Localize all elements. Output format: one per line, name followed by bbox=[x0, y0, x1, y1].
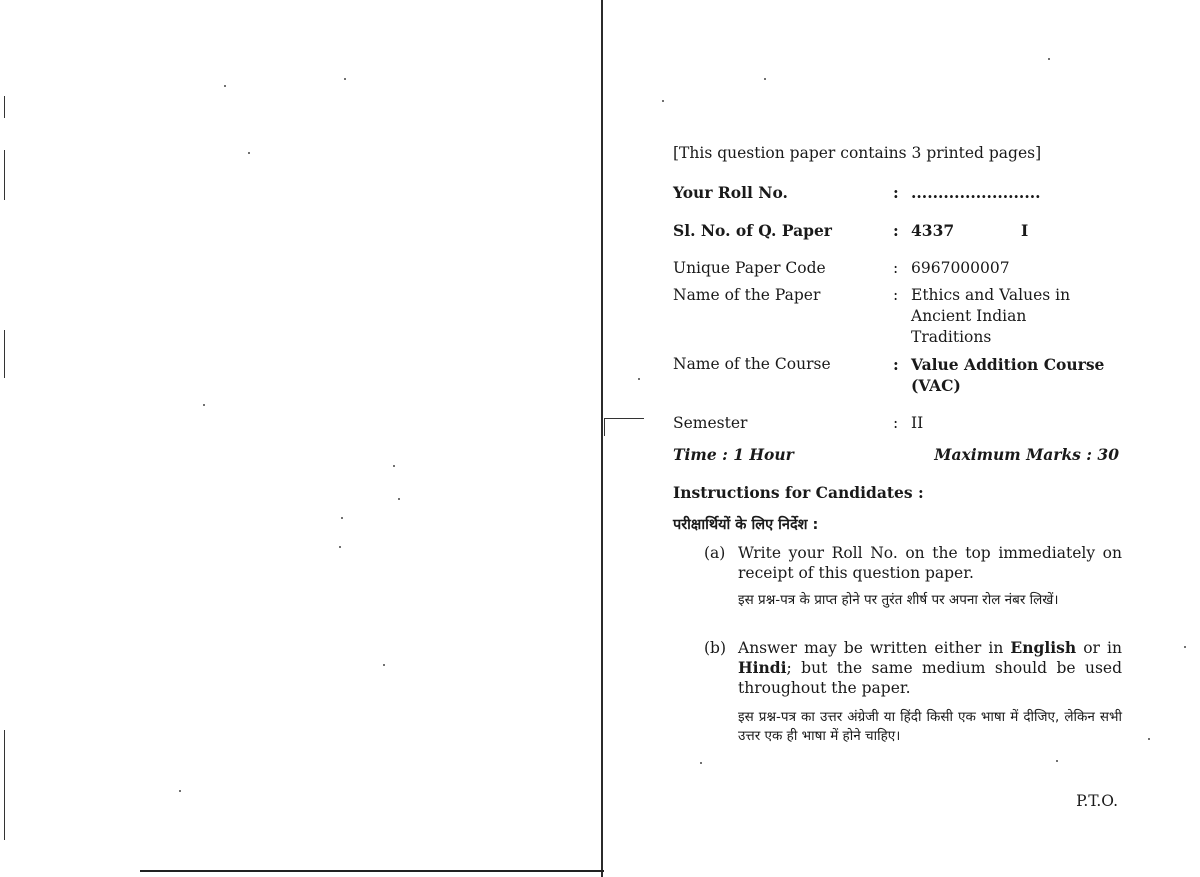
semester-value: II bbox=[911, 414, 924, 432]
speck bbox=[341, 517, 343, 519]
speck bbox=[1056, 760, 1058, 762]
cover-content bbox=[604, 0, 1200, 877]
speck bbox=[393, 465, 395, 467]
colon: : bbox=[893, 259, 899, 277]
speck bbox=[1148, 738, 1150, 740]
maximum-marks: Maximum Marks : 30 bbox=[934, 445, 1119, 464]
english-emphasis: English bbox=[1010, 638, 1077, 657]
colon: : bbox=[893, 221, 899, 240]
item-text: Write your Roll No. on the top immediately on receipt of this question paper. bbox=[738, 544, 1122, 582]
roll-label: Your Roll No. bbox=[673, 183, 788, 202]
speck bbox=[203, 404, 205, 406]
instructions-title: Instructions for Candidates : bbox=[673, 483, 924, 502]
speck bbox=[248, 152, 250, 154]
item-text-hindi: इस प्रश्न-पत्र के प्राप्त होने पर तुरंत शीर्ष पर अपना रोल नंबर लिखें। bbox=[738, 592, 1059, 608]
speck bbox=[344, 78, 346, 80]
item-text-part: Answer may be written either in bbox=[738, 639, 1011, 657]
time-marks-row bbox=[673, 445, 1119, 464]
serial-number: 4337 bbox=[911, 221, 955, 240]
upc-value: 6967000007 bbox=[911, 259, 1010, 277]
speck bbox=[179, 790, 181, 792]
colon: : bbox=[893, 355, 899, 374]
instructions-title-hindi: परीक्षार्थियों के लिए निर्देश : bbox=[673, 517, 819, 533]
speck bbox=[638, 378, 640, 380]
course-value: Value Addition Course (VAC) bbox=[911, 355, 1105, 395]
pages-note: [This question paper contains 3 printed pages] bbox=[673, 144, 1042, 162]
paper-name-label: Name of the Paper bbox=[673, 286, 821, 304]
speck bbox=[1048, 58, 1050, 60]
item-text-part: or in bbox=[1076, 639, 1122, 657]
speck bbox=[700, 762, 702, 764]
time-allowed: Time : 1 Hour bbox=[673, 445, 794, 464]
speck bbox=[339, 546, 341, 548]
edge-mark bbox=[4, 730, 5, 840]
paper-name-value: Ethics and Values in Ancient Indian Traditions bbox=[911, 286, 1071, 346]
hindi-emphasis: Hindi bbox=[738, 658, 787, 677]
colon: : bbox=[893, 286, 899, 304]
semester-label: Semester bbox=[673, 414, 748, 432]
serial-set: I bbox=[1021, 221, 1029, 240]
speck bbox=[398, 498, 400, 500]
item-text-part: ; but the same medium should be used throughout the paper. bbox=[738, 659, 1122, 697]
margin-bracket bbox=[604, 418, 644, 419]
course-label: Name of the Course bbox=[673, 355, 831, 373]
roll-value: ........................ bbox=[911, 183, 1041, 202]
speck bbox=[764, 78, 766, 80]
item-marker: (b) bbox=[704, 639, 727, 657]
pto-note: P.T.O. bbox=[1076, 792, 1118, 810]
colon: : bbox=[893, 414, 899, 432]
colon: : bbox=[893, 183, 899, 202]
item-marker: (a) bbox=[704, 544, 726, 562]
speck bbox=[383, 664, 385, 666]
margin-bracket bbox=[604, 418, 605, 436]
serial-label: Sl. No. of Q. Paper bbox=[673, 221, 832, 240]
speck bbox=[1184, 646, 1186, 648]
question-paper-cover bbox=[604, 0, 1200, 877]
page-spine bbox=[601, 0, 603, 877]
item-text-hindi: इस प्रश्न-पत्र का उत्तर अंग्रेजी या हिंदी किसी एक भाषा में दीजिए, लेकिन सभी उत्तर एक ही भाषा में होने चाहिए। bbox=[738, 709, 1122, 744]
edge-mark bbox=[4, 150, 5, 200]
speck bbox=[662, 100, 664, 102]
edge-mark bbox=[4, 330, 5, 378]
speck bbox=[224, 85, 226, 87]
item-text bbox=[738, 638, 1122, 698]
upc-label: Unique Paper Code bbox=[673, 259, 826, 277]
serial-value bbox=[911, 220, 1133, 241]
edge-mark bbox=[4, 96, 5, 118]
